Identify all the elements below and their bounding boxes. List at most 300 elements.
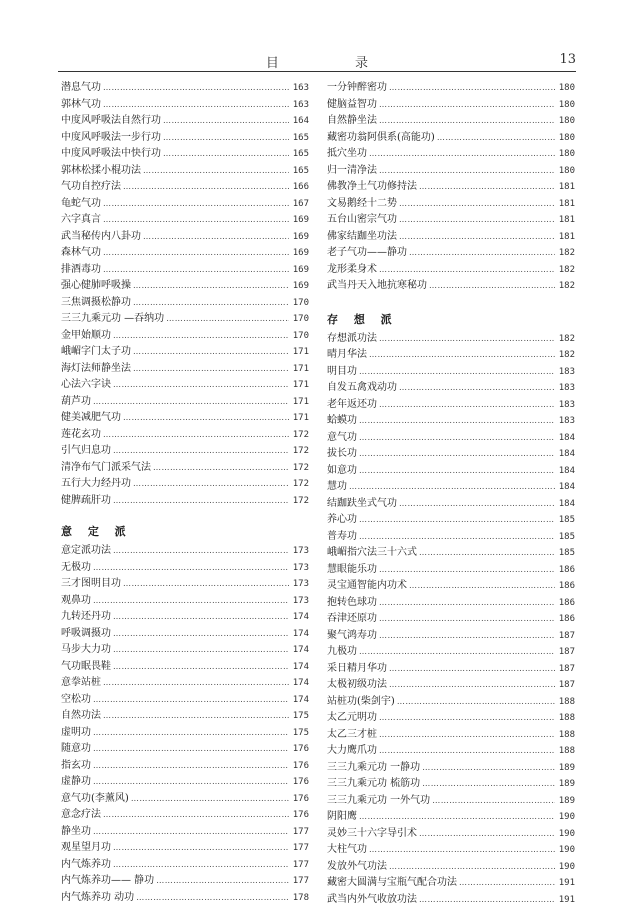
toc-leader-dots <box>349 479 555 496</box>
toc-entry <box>61 245 309 262</box>
toc-entry <box>327 97 575 114</box>
toc-entry <box>327 179 575 196</box>
toc-entry <box>327 611 575 628</box>
toc-entry-title: 森林气功 <box>61 245 101 262</box>
toc-entry-page: 175 <box>291 725 309 742</box>
toc-entry-page: 184 <box>557 496 575 513</box>
toc-entry <box>327 229 575 246</box>
toc-entry-page: 177 <box>291 824 309 841</box>
toc-leader-dots <box>379 97 555 114</box>
toc-leader-dots <box>359 463 555 480</box>
toc-entry-page: 181 <box>557 196 575 213</box>
toc-leader-dots <box>93 593 289 610</box>
toc-entry-page: 172 <box>291 493 309 510</box>
toc-leader-dots <box>379 595 555 612</box>
toc-entry-title: 聚气鸿寿功 <box>327 628 377 645</box>
toc-entry-page: 169 <box>291 262 309 279</box>
toc-entry <box>327 694 575 711</box>
toc-entry-title: 龙形柔身术 <box>327 262 377 279</box>
toc-entry-page: 174 <box>291 675 309 692</box>
toc-entry-title: 九转还丹功 <box>61 609 111 626</box>
toc-entry-page: 171 <box>291 410 309 427</box>
toc-entry <box>61 543 309 560</box>
toc-entry-title: 九极功 <box>327 644 357 661</box>
toc-entry <box>61 262 309 279</box>
toc-leader-dots <box>103 708 289 725</box>
toc-leader-dots <box>93 692 289 709</box>
toc-leader-dots <box>113 493 289 510</box>
toc-leader-dots <box>113 659 289 676</box>
toc-entry-title: 拔长功 <box>327 446 357 463</box>
toc-entry-page: 163 <box>291 97 309 114</box>
toc-leader-dots <box>93 394 289 411</box>
toc-entry-page: 172 <box>291 443 309 460</box>
toc-leader-dots <box>103 80 289 97</box>
toc-entry <box>61 626 309 643</box>
toc-entry <box>61 196 309 213</box>
toc-leader-dots <box>359 512 555 529</box>
toc-entry-title: 自然静坐法 <box>327 113 377 130</box>
toc-entry <box>61 642 309 659</box>
toc-entry <box>61 493 309 510</box>
toc-entry-title: 葫芦功 <box>61 394 91 411</box>
toc-entry-title: 内气炼养功—— 静功 <box>61 873 154 890</box>
toc-entry <box>61 609 309 626</box>
toc-entry-title: 抱转色球功 <box>327 595 377 612</box>
toc-entry-page: 186 <box>557 562 575 579</box>
toc-entry <box>327 196 575 213</box>
toc-leader-dots <box>379 727 555 744</box>
toc-leader-dots <box>123 179 289 196</box>
toc-entry-title: 大柱气功 <box>327 842 367 859</box>
toc-entry <box>327 397 575 414</box>
toc-entry-page: 180 <box>557 80 575 97</box>
toc-entry <box>327 262 575 279</box>
toc-leader-dots <box>136 890 289 907</box>
toc-entry <box>327 347 575 364</box>
toc-entry <box>61 80 309 97</box>
toc-entry-title: 马步大力功 <box>61 642 111 659</box>
toc-entry-title: 空松功 <box>61 692 91 709</box>
toc-entry-page: 177 <box>291 840 309 857</box>
toc-entry-title: 金甲始顺功 <box>61 328 111 345</box>
toc-leader-dots <box>379 710 555 727</box>
toc-leader-dots <box>432 793 555 810</box>
toc-entry <box>327 793 575 810</box>
toc-entry-page: 181 <box>557 179 575 196</box>
toc-entry-title: 五台山密宗气功 <box>327 212 397 229</box>
toc-entry-page: 185 <box>557 512 575 529</box>
toc-right-column <box>327 80 575 908</box>
toc-list-left-a <box>61 80 309 509</box>
toc-entry-title: 灵妙三十六字导引术 <box>327 826 417 843</box>
toc-leader-dots <box>379 331 555 348</box>
toc-entry-page: 171 <box>291 344 309 361</box>
toc-entry <box>327 644 575 661</box>
toc-entry-page: 170 <box>291 311 309 328</box>
toc-entry <box>61 725 309 742</box>
toc-entry-page: 188 <box>557 743 575 760</box>
toc-entry-title: 气功自控疗法 <box>61 179 121 196</box>
toc-entry-page: 173 <box>291 593 309 610</box>
toc-entry-title: 普寿功 <box>327 529 357 546</box>
toc-leader-dots <box>437 130 555 147</box>
toc-leader-dots <box>379 628 555 645</box>
toc-entry-page: 182 <box>557 331 575 348</box>
toc-entry-page: 169 <box>291 245 309 262</box>
toc-leader-dots <box>359 809 555 826</box>
toc-entry-title: 晴月华法 <box>327 347 367 364</box>
toc-entry-page: 182 <box>557 245 575 262</box>
toc-leader-dots <box>123 410 289 427</box>
toc-entry-title: 观鼻功 <box>61 593 91 610</box>
toc-entry <box>61 576 309 593</box>
toc-entry-title: 意气功(李薰风) <box>61 791 129 808</box>
toc-entry-page: 190 <box>557 842 575 859</box>
toc-entry-title: 太乙三才桩 <box>327 727 377 744</box>
toc-entry-title: 峨嵋指穴法三十六式 <box>327 545 417 562</box>
toc-entry-title: 龟蛇气功 <box>61 196 101 213</box>
toc-entry <box>61 873 309 890</box>
toc-entry-title: 养心功 <box>327 512 357 529</box>
toc-entry-title: 老年返还功 <box>327 397 377 414</box>
toc-entry-title: 采日精月华功 <box>327 661 387 678</box>
toc-entry-title: 引气归息功 <box>61 443 111 460</box>
toc-list-left-b <box>61 543 309 906</box>
toc-entry <box>61 460 309 477</box>
toc-list-right-b <box>327 331 575 908</box>
toc-entry-title: 虚静功 <box>61 774 91 791</box>
toc-leader-dots <box>93 560 289 577</box>
toc-entry-title: 意气功 <box>327 430 357 447</box>
toc-entry-page: 180 <box>557 113 575 130</box>
toc-entry-page: 165 <box>291 146 309 163</box>
toc-entry-page: 188 <box>557 694 575 711</box>
toc-entry <box>327 842 575 859</box>
toc-leader-dots <box>103 245 289 262</box>
toc-entry-page: 177 <box>291 857 309 874</box>
toc-entry <box>61 97 309 114</box>
toc-entry <box>327 130 575 147</box>
toc-entry <box>61 476 309 493</box>
toc-entry-title: 结跏趺坐式气功 <box>327 496 397 513</box>
toc-leader-dots <box>93 774 289 791</box>
toc-entry <box>327 163 575 180</box>
toc-entry <box>61 311 309 328</box>
toc-entry-page: 180 <box>557 97 575 114</box>
toc-leader-dots <box>113 840 289 857</box>
toc-leader-dots <box>133 361 289 378</box>
toc-entry <box>327 776 575 793</box>
toc-entry-title: 静坐功 <box>61 824 91 841</box>
toc-entry-page: 180 <box>557 146 575 163</box>
toc-entry <box>61 807 309 824</box>
toc-entry-title: 三三九乘元功 梳筋功 <box>327 776 420 793</box>
toc-entry-page: 187 <box>557 661 575 678</box>
toc-entry-title: 自然功法 <box>61 708 101 725</box>
toc-entry <box>61 692 309 709</box>
toc-entry-title: 五行大力经丹功 <box>61 476 131 493</box>
toc-leader-dots <box>399 496 555 513</box>
toc-entry-page: 180 <box>557 130 575 147</box>
toc-leader-dots <box>113 609 289 626</box>
toc-entry <box>327 430 575 447</box>
section-heading-yiding: 意 定 派 <box>61 521 309 543</box>
toc-leader-dots <box>389 677 555 694</box>
toc-entry-page: 166 <box>291 179 309 196</box>
toc-entry-page: 176 <box>291 741 309 758</box>
toc-leader-dots <box>133 278 289 295</box>
toc-entry-title: 气功眠畏鞋 <box>61 659 111 676</box>
toc-leader-dots <box>153 460 289 477</box>
toc-leader-dots <box>359 446 555 463</box>
toc-leader-dots <box>113 377 289 394</box>
toc-entry-title: 强心健肺呼吸操 <box>61 278 131 295</box>
toc-leader-dots <box>419 826 555 843</box>
toc-entry-title: 佛家结跏坐功法 <box>327 229 397 246</box>
toc-entry-title: 文易鹅经十二势 <box>327 196 397 213</box>
toc-leader-dots <box>103 97 289 114</box>
toc-entry-page: 172 <box>291 427 309 444</box>
toc-entry-page: 191 <box>557 892 575 908</box>
toc-entry <box>61 130 309 147</box>
toc-entry-title: 莲花玄功 <box>61 427 101 444</box>
toc-entry <box>61 890 309 907</box>
toc-entry-page: 190 <box>557 809 575 826</box>
toc-entry-title: 中度风呼吸法一步行功 <box>61 130 161 147</box>
page-number: 13 <box>559 52 576 67</box>
toc-entry-page: 182 <box>557 262 575 279</box>
toc-leader-dots <box>409 578 555 595</box>
toc-entry-title: 潜息气功 <box>61 80 101 97</box>
toc-entry-title: 三三九乘元功 —吞纳功 <box>61 311 164 328</box>
toc-entry-page: 178 <box>291 890 309 907</box>
toc-entry <box>61 394 309 411</box>
toc-entry-page: 191 <box>557 875 575 892</box>
toc-entry-page: 181 <box>557 229 575 246</box>
toc-entry <box>327 595 575 612</box>
toc-entry-title: 三焦调摄松静功 <box>61 295 131 312</box>
toc-leader-dots <box>389 80 555 97</box>
toc-entry-title: 藏密功翁阿俱系(高能功) <box>327 130 435 147</box>
toc-leader-dots <box>143 163 289 180</box>
header-rule <box>58 71 576 72</box>
toc-entry-page: 189 <box>557 776 575 793</box>
toc-entry <box>61 840 309 857</box>
toc-entry-title: 六字真言 <box>61 212 101 229</box>
toc-leader-dots <box>103 196 289 213</box>
toc-entry <box>327 743 575 760</box>
toc-entry-page: 184 <box>557 463 575 480</box>
toc-entry-page: 176 <box>291 791 309 808</box>
toc-entry <box>61 659 309 676</box>
toc-leader-dots <box>429 278 555 295</box>
toc-leader-dots <box>113 642 289 659</box>
toc-entry-title: 意定派功法 <box>61 543 111 560</box>
toc-entry-title: 郭林气功 <box>61 97 101 114</box>
toc-entry <box>327 710 575 727</box>
toc-entry <box>61 758 309 775</box>
toc-entry-page: 171 <box>291 394 309 411</box>
page-header <box>58 52 576 72</box>
toc-entry <box>327 413 575 430</box>
toc-entry-title: 明目功 <box>327 364 357 381</box>
toc-entry-page: 173 <box>291 576 309 593</box>
toc-entry-title: 海灯法师静坐法 <box>61 361 131 378</box>
toc-entry-page: 180 <box>557 163 575 180</box>
toc-entry-page: 183 <box>557 380 575 397</box>
toc-leader-dots <box>379 611 555 628</box>
toc-leader-dots <box>163 130 289 147</box>
toc-entry <box>61 708 309 725</box>
toc-leader-dots <box>93 824 289 841</box>
toc-list-right-a <box>327 80 575 295</box>
toc-entry <box>61 427 309 444</box>
toc-entry <box>61 593 309 610</box>
toc-entry-page: 163 <box>291 80 309 97</box>
toc-entry-page: 176 <box>291 807 309 824</box>
toc-leader-dots <box>143 229 289 246</box>
toc-leader-dots <box>359 529 555 546</box>
toc-entry <box>61 410 309 427</box>
toc-leader-dots <box>419 892 555 908</box>
toc-entry-title: 虚明功 <box>61 725 91 742</box>
toc-leader-dots <box>163 146 289 163</box>
toc-entry <box>327 380 575 397</box>
toc-entry-page: 170 <box>291 295 309 312</box>
toc-entry-title: 站桩功(柴剑宇) <box>327 694 395 711</box>
toc-entry-title: 峨嵋字门太子功 <box>61 344 131 361</box>
toc-entry-page: 174 <box>291 642 309 659</box>
toc-entry-page: 187 <box>557 644 575 661</box>
toc-entry-page: 187 <box>557 628 575 645</box>
toc-entry <box>61 741 309 758</box>
toc-leader-dots <box>422 776 555 793</box>
toc-entry <box>327 212 575 229</box>
toc-entry-title: 吞津还原功 <box>327 611 377 628</box>
toc-leader-dots <box>409 245 555 262</box>
toc-entry-title: 自发五禽戏动功 <box>327 380 397 397</box>
toc-entry-page: 172 <box>291 476 309 493</box>
toc-leader-dots <box>113 328 289 345</box>
toc-entry-page: 170 <box>291 328 309 345</box>
toc-entry-title: 心法六字诀 <box>61 377 111 394</box>
toc-entry <box>327 446 575 463</box>
toc-entry <box>61 344 309 361</box>
toc-entry <box>61 163 309 180</box>
toc-leader-dots <box>113 443 289 460</box>
toc-entry-page: 171 <box>291 377 309 394</box>
toc-entry <box>61 295 309 312</box>
toc-leader-dots <box>103 427 289 444</box>
toc-entry-page: 186 <box>557 595 575 612</box>
toc-leader-dots <box>103 262 289 279</box>
toc-entry <box>327 545 575 562</box>
toc-entry <box>327 628 575 645</box>
toc-entry-title: 慧功 <box>327 479 347 496</box>
toc-leader-dots <box>133 476 289 493</box>
toc-entry-page: 189 <box>557 793 575 810</box>
toc-entry-page: 184 <box>557 446 575 463</box>
toc-entry-title: 郭林松揉小棍功法 <box>61 163 141 180</box>
toc-entry-page: 190 <box>557 859 575 876</box>
toc-entry-page: 169 <box>291 278 309 295</box>
toc-entry <box>61 675 309 692</box>
toc-entry-page: 181 <box>557 212 575 229</box>
toc-entry-page: 174 <box>291 626 309 643</box>
toc-leader-dots <box>93 741 289 758</box>
toc-entry <box>327 809 575 826</box>
toc-leader-dots <box>399 380 555 397</box>
toc-leader-dots <box>399 212 555 229</box>
toc-leader-dots <box>113 857 289 874</box>
toc-entry-title: 老子气功——静功 <box>327 245 407 262</box>
toc-entry-page: 186 <box>557 611 575 628</box>
toc-leader-dots <box>397 694 555 711</box>
toc-leader-dots <box>133 295 289 312</box>
toc-entry <box>327 479 575 496</box>
toc-leader-dots <box>379 113 555 130</box>
toc-entry <box>327 245 575 262</box>
toc-entry-title: 健美减肥气功 <box>61 410 121 427</box>
toc-entry-page: 182 <box>557 278 575 295</box>
toc-leader-dots <box>379 262 555 279</box>
toc-entry-page: 174 <box>291 692 309 709</box>
toc-entry-title: 如意功 <box>327 463 357 480</box>
toc-entry-title: 三三九乘元功 一外气功 <box>327 793 430 810</box>
toc-entry-title: 内气炼养功 动功 <box>61 890 134 907</box>
toc-leader-dots <box>389 859 555 876</box>
toc-leader-dots <box>359 430 555 447</box>
toc-entry <box>61 791 309 808</box>
toc-leader-dots <box>359 413 555 430</box>
toc-leader-dots <box>369 842 555 859</box>
toc-entry-title: 意念疗法 <box>61 807 101 824</box>
toc-entry-title: 武当秘传内八卦功 <box>61 229 141 246</box>
header-title: 目 录 <box>58 52 576 71</box>
toc-entry <box>327 892 575 908</box>
toc-leader-dots <box>422 760 555 777</box>
toc-entry-page: 183 <box>557 397 575 414</box>
toc-entry <box>61 824 309 841</box>
toc-entry-title: 存想派功法 <box>327 331 377 348</box>
toc-leader-dots <box>359 644 555 661</box>
toc-entry <box>327 146 575 163</box>
toc-entry-title: 武当丹天入地抗寒秘功 <box>327 278 427 295</box>
toc-leader-dots <box>103 675 289 692</box>
toc-leader-dots <box>399 229 555 246</box>
toc-leader-dots <box>419 545 555 562</box>
toc-entry-page: 171 <box>291 361 309 378</box>
toc-entry <box>327 496 575 513</box>
toc-entry-title: 抵穴坐功 <box>327 146 367 163</box>
toc-entry-title: 指玄功 <box>61 758 91 775</box>
toc-entry <box>61 146 309 163</box>
toc-entry <box>327 760 575 777</box>
toc-leader-dots <box>156 873 289 890</box>
toc-leader-dots <box>113 543 289 560</box>
toc-entry <box>327 727 575 744</box>
toc-entry-page: 165 <box>291 130 309 147</box>
toc-entry-title: 内气炼养功 <box>61 857 111 874</box>
toc-leader-dots <box>103 212 289 229</box>
toc-entry-page: 185 <box>557 545 575 562</box>
toc-entry-page: 182 <box>557 347 575 364</box>
toc-entry-title: 健脑益智功 <box>327 97 377 114</box>
toc-entry <box>61 361 309 378</box>
toc-leader-dots <box>103 807 289 824</box>
toc-entry <box>327 512 575 529</box>
